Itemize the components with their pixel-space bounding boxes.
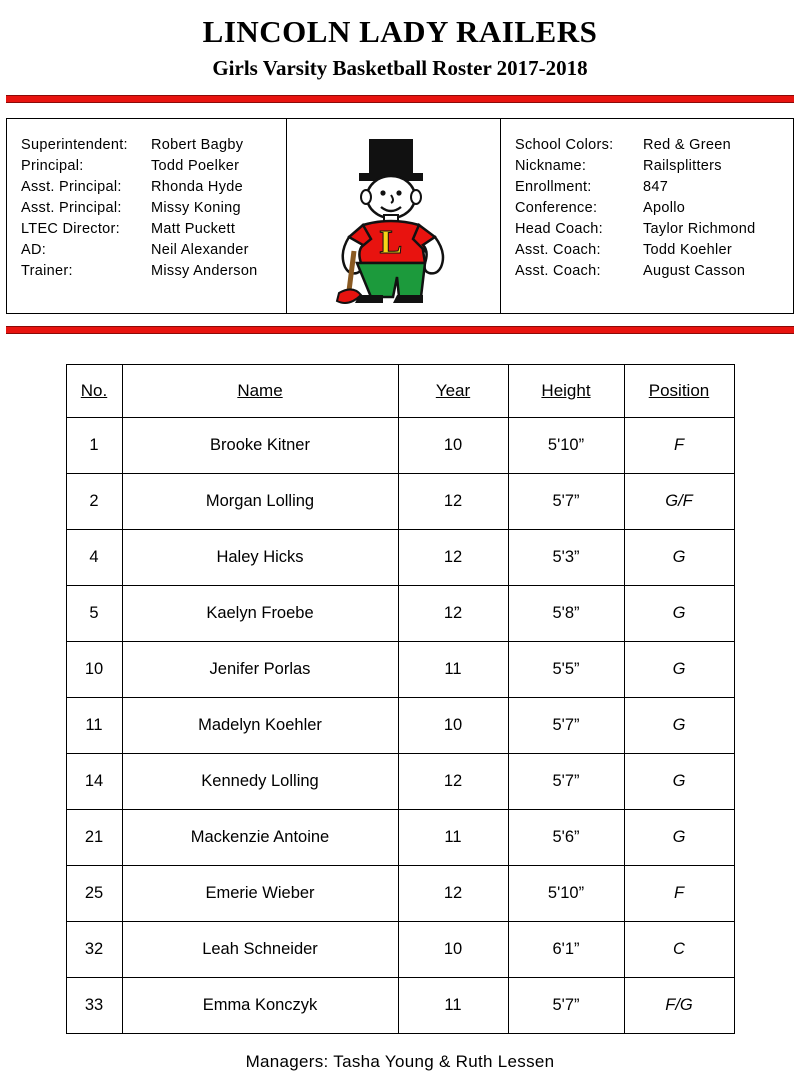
- info-value: Railsplitters: [643, 157, 722, 174]
- info-value: Rhonda Hyde: [151, 178, 243, 195]
- page-title: LINCOLN LADY RAILERS: [202, 14, 598, 49]
- cell-year: 12: [398, 529, 508, 585]
- cell-name: Emerie Wieber: [122, 865, 398, 921]
- info-label: Superintendent:: [21, 136, 128, 153]
- info-value: Red & Green: [643, 136, 731, 153]
- info-label: Trainer:: [21, 262, 73, 279]
- column-header-position: Position: [624, 364, 734, 417]
- info-value: Todd Poelker: [151, 157, 240, 174]
- info-row: [21, 177, 272, 198]
- cell-name: Emma Konczyk: [122, 977, 398, 1033]
- cell-no: 5: [66, 585, 122, 641]
- cell-position: F/G: [624, 977, 734, 1033]
- cell-no: 10: [66, 641, 122, 697]
- table-row: [66, 977, 734, 1033]
- info-label: Asst. Principal:: [21, 199, 122, 216]
- info-label: Conference:: [515, 199, 598, 216]
- cell-year: 12: [398, 585, 508, 641]
- cell-year: 12: [398, 473, 508, 529]
- cell-year: 11: [398, 641, 508, 697]
- cell-year: 11: [398, 809, 508, 865]
- info-row: [21, 135, 272, 156]
- info-label: LTEC Director:: [21, 220, 121, 237]
- cell-year: 10: [398, 921, 508, 977]
- info-value: 847: [643, 178, 669, 195]
- info-value: August Casson: [643, 262, 746, 279]
- info-label: Principal:: [21, 157, 84, 174]
- info-row: [515, 135, 779, 156]
- info-label: Asst. Coach:: [515, 262, 601, 279]
- cell-height: 5'7”: [508, 753, 624, 809]
- cell-year: 12: [398, 753, 508, 809]
- cell-position: G/F: [624, 473, 734, 529]
- table-row: [66, 529, 734, 585]
- info-value: Neil Alexander: [151, 241, 249, 258]
- cell-position: G: [624, 529, 734, 585]
- cell-position: G: [624, 641, 734, 697]
- table-row: [66, 641, 734, 697]
- cell-height: 5'7”: [508, 977, 624, 1033]
- cell-no: 14: [66, 753, 122, 809]
- table-row: [66, 921, 734, 977]
- column-header-name: Name: [122, 364, 398, 417]
- column-header-year: Year: [398, 364, 508, 417]
- roster-table-container: [0, 364, 800, 1034]
- cell-position: G: [624, 697, 734, 753]
- cell-height: 5'3”: [508, 529, 624, 585]
- divider-rule-top: [6, 95, 794, 103]
- info-label: Enrollment:: [515, 178, 592, 195]
- cell-name: Haley Hicks: [122, 529, 398, 585]
- cell-year: 12: [398, 865, 508, 921]
- info-label: Head Coach:: [515, 220, 603, 237]
- info-value: Missy Koning: [151, 199, 241, 216]
- info-value: Todd Koehler: [643, 241, 733, 258]
- info-label: School Colors:: [515, 136, 614, 153]
- cell-height: 5'8”: [508, 585, 624, 641]
- cell-name: Kaelyn Froebe: [122, 585, 398, 641]
- cell-no: 4: [66, 529, 122, 585]
- table-row: [66, 753, 734, 809]
- info-band: [6, 118, 794, 314]
- cell-name: Brooke Kitner: [122, 417, 398, 473]
- roster-table: [66, 364, 735, 1034]
- cell-height: 5'10”: [508, 865, 624, 921]
- info-label: AD:: [21, 241, 47, 258]
- cell-year: 10: [398, 697, 508, 753]
- info-label: Asst. Principal:: [21, 178, 122, 195]
- cell-height: 5'5”: [508, 641, 624, 697]
- column-header-height: Height: [508, 364, 624, 417]
- cell-no: 1: [66, 417, 122, 473]
- svg-text:L: L: [379, 223, 402, 261]
- info-row: [21, 261, 272, 282]
- cell-name: Kennedy Lolling: [122, 753, 398, 809]
- cell-position: F: [624, 417, 734, 473]
- divider-rule-bottom: [6, 326, 794, 334]
- table-row: [66, 417, 734, 473]
- info-row: [515, 219, 779, 240]
- info-row: [21, 156, 272, 177]
- administration-info: [7, 119, 287, 313]
- cell-no: 21: [66, 809, 122, 865]
- column-header-no: No.: [66, 364, 122, 417]
- cell-height: 5'10”: [508, 417, 624, 473]
- cell-position: G: [624, 585, 734, 641]
- cell-height: 5'6”: [508, 809, 624, 865]
- table-header-row: [66, 364, 734, 417]
- info-value: Missy Anderson: [151, 262, 258, 279]
- mascot-cell: [287, 119, 501, 313]
- cell-name: Leah Schneider: [122, 921, 398, 977]
- info-row: [515, 177, 779, 198]
- cell-no: 33: [66, 977, 122, 1033]
- cell-position: C: [624, 921, 734, 977]
- info-row: [515, 198, 779, 219]
- info-label: Nickname:: [515, 157, 587, 174]
- cell-name: Jenifer Porlas: [122, 641, 398, 697]
- info-value: Apollo: [643, 199, 686, 216]
- cell-height: 5'7”: [508, 697, 624, 753]
- cell-position: G: [624, 809, 734, 865]
- managers-footer: Managers: Tasha Young & Ruth Lessen: [245, 1051, 555, 1071]
- cell-name: Morgan Lolling: [122, 473, 398, 529]
- info-value: Matt Puckett: [151, 220, 236, 237]
- cell-year: 11: [398, 977, 508, 1033]
- railsplitter-mascot-icon: [287, 119, 500, 313]
- cell-name: Mackenzie Antoine: [122, 809, 398, 865]
- table-row: [66, 809, 734, 865]
- cell-no: 2: [66, 473, 122, 529]
- school-info: [501, 119, 793, 313]
- info-value: Robert Bagby: [151, 136, 244, 153]
- info-row: [515, 156, 779, 177]
- cell-name: Madelyn Koehler: [122, 697, 398, 753]
- page-header: [0, 0, 800, 81]
- cell-year: 10: [398, 417, 508, 473]
- cell-no: 25: [66, 865, 122, 921]
- table-row: [66, 865, 734, 921]
- info-row: [21, 198, 272, 219]
- cell-height: 6'1”: [508, 921, 624, 977]
- table-row: [66, 585, 734, 641]
- cell-position: F: [624, 865, 734, 921]
- page-subtitle: Girls Varsity Basketball Roster 2017-2018: [212, 55, 588, 80]
- cell-position: G: [624, 753, 734, 809]
- info-row: [21, 240, 272, 261]
- info-label: Asst. Coach:: [515, 241, 601, 258]
- table-row: [66, 473, 734, 529]
- info-row: [515, 261, 779, 282]
- cell-no: 32: [66, 921, 122, 977]
- table-row: [66, 697, 734, 753]
- cell-height: 5'7”: [508, 473, 624, 529]
- info-row: [515, 240, 779, 261]
- cell-no: 11: [66, 697, 122, 753]
- info-row: [21, 219, 272, 240]
- info-value: Taylor Richmond: [643, 220, 756, 237]
